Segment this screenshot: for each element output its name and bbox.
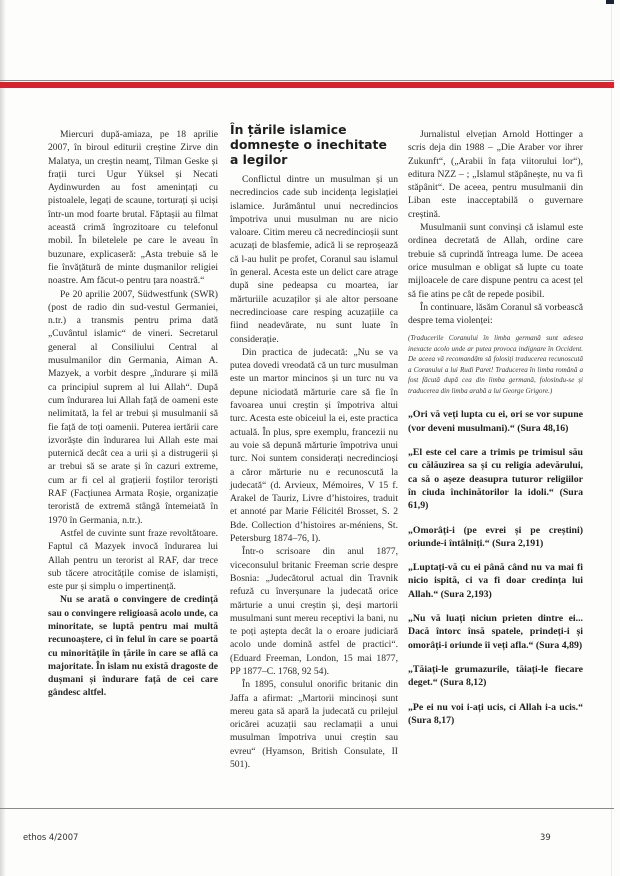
paragraph: Conflictul dintre un musulman și un necredincios cade sub incidența legislației islamice. Jurământul unui necredincios împotriva unui musulman nu are nicio valoare. Citim mereu că necredincioșii sunt acuzați de blasfemie, adică li se reproșează că l-au hulit pe profet, Coranul sau islamul în general. Acesta este un delict care atrage după sine pedeapsa cu moartea, iar mărturiile acuzaților și ale altor persoane necredincioase care resping acuzațiile ca fiind neadevărate, nu sunt luate în considerație. — [230, 174, 398, 345]
footer-rule — [0, 808, 614, 809]
section-heading: În țările islamice domnește o inechitate a legilor — [230, 122, 387, 167]
registration-mark — [606, 0, 614, 4]
paragraph: Jurnalistul elvețian Arnold Hottinger a scris deja din 1988 – „Die Araber vor ihrer Zukunft“, („Arabii în fața viitorului lor“), editura NZZ – ; „Islamul stăpânește, nu va fi stăpânit“. De aceea, pentru musulmanii din Liban este inacceptabilă o guvernare creștină. — [408, 129, 583, 220]
paragraph: În continuare, lăsăm Coranul să vorbească despre tema violenței: — [408, 301, 583, 327]
paragraph: Astfel de cuvinte sunt fraze revoltătoare. Faptul că Mazyek invocă îndurarea lui Allah pentru un terorist al RAF, dar trece sub tăcere atrocitățile comise de islamiști, este pur și simplu o impertinență. — [48, 527, 218, 593]
page-edge — [611, 0, 612, 876]
paragraph: În 1895, consulul onorific britanic din Jaffa a afirmat: „Martorii mincinoși sunt mereu gata să apară la judecată cu prilejul oricărei acuzații sau reclamații a unui musulman împotriva unui creștin sau evreu“ (Hyamson, British Consulate, II 501). — [230, 679, 398, 771]
article-column-3 — [408, 128, 583, 738]
paragraph: Din practica de judecată: „Nu se va putea dovedi vreodată că un turc musulman este un martor mincinos și un turc nu va depune niciodată mărturie care să fie în favoarea unui creștin și împotriva altui turc. Acesta este obiceiul la ei, este practica actuală. În plus, spre exemplu, francezii nu au voie să depună mărturie împotriva unui turc. Noi suntem considerați necredincioși a căror mărturie nu e recunoscută la judecată“ (d. Arvieux, Mémoires, V 15 f. Arakel de Tauriz, Livre d’histoires, traduit et annoté par Marie Félicitél Brosset, S. 2 Bde. Collection d’histoires ar-méniens, St. Petersburg 1874–76, I). — [230, 346, 398, 545]
quran-quote: „Omorâți-i (pe evrei și pe creștini) oriunde-i întâlniți.“ (Sura 2,191) — [408, 524, 583, 549]
page-gutter-shadow — [0, 0, 6, 876]
bold-paragraph: Nu se arată o convingere de credință sau o convingere religioasă acolo unde, ca minoritate, se luptă pentru mai multă recunoaștere, ci în felul în care se poartă cu minoritățile în țările în care se află ca majoritate. În islam nu există dragoste de dușmani și îndurare față de cei care gândesc altfel. — [48, 594, 218, 699]
paragraph: Într-o scrisoare din anul 1877, viceconsulul britanic Freeman scrie despre Bosnia: „Judecătorul actual din Travnik refuză cu înverșunare la judecată orice mărturie a unui creștin și, deși martorii musulmani sunt mereu receptivi la bani, nu te poți aștepta decât la o eroare judiciară acolo unde domină astfel de practici“. (Eduard Freeman, London, 15 mai 1877, PP 1877–C. 1768, 92 54). — [230, 546, 398, 677]
page-number: 39 — [540, 832, 551, 842]
header-rule-red — [0, 82, 614, 88]
quran-quote: „El este cel care a trimis pe trimisul său cu călăuzirea sa și cu religia adevărului, ca să o așeze deasupra tuturor religiilor în ciuda închinătorilor la idoli.“ (Sura 61,9) — [408, 447, 583, 512]
paragraph: Miercuri după-amiaza, pe 18 aprilie 2007, în biroul editurii creștine Zirve din Malatya, un creștin neamț, Tilman Geske și frații turci Ugur Yüksel și Necati Aydinwurden au fost amenințați cu pistoalele, legați de scaune, torturați și uciși într-un mod foarte brutal. Făptașii au filmat această crimă îngrozitoare cu telefonul mobil. În biletelele pe care le aveau în buzunare, explicaseră: „Asta trebuie să le fie învățătură de minte dușmanilor religiei noastre. Am făcut-o pentru țara noastră.“ — [48, 129, 218, 287]
article-column-2 — [230, 122, 398, 771]
publication-label: ethos 4/2007 — [23, 832, 79, 842]
translation-note: (Traducerile Coranului în limba germană sunt adesea inexacte acolo unde ar putea provoca indignare în Occident. De aceea vă recomandăm să folosiți traducerea recunoscută a Coranului a lui Rudi Paret! Traducerea în limba română a fost făcută după cea din limba germană, folosindu-se și traducerea din limba arabă a lui George Grigore.) — [408, 334, 583, 395]
quran-quote: „Ori vă veți lupta cu ei, ori se vor supune (vor deveni musulmani).“ (Sura 48,16) — [408, 409, 583, 434]
paragraph: Musulmanii sunt convinși că islamul este ordinea decretată de Allah, ordine care trebuie să cuprindă întreaga lume. De aceea orice musulman e obligat să lupte cu toate mijloacele de care dispune pentru ca acest țel să fie atins pe cât de repede posibil. — [408, 222, 583, 300]
quran-quote: „Pe ei nu voi i-ați ucis, ci Allah i-a ucis.“ (Sura 8,17) — [408, 701, 583, 726]
quran-quote: „Luptați-vă cu ei până când nu va mai fi nicio ispită, ci va fi doar credința lui Allah.“ (Sura 2,193) — [408, 562, 583, 600]
quran-quote: „Nu vă luați niciun prieten dintre ei... Dacă întorc însă spatele, prindeți-i și omorâți-i oriunde îi veți afla.“ (Sura 4,89) — [408, 613, 583, 651]
quran-quote: „Tăiați-le grumazurile, tăiați-le fiecare deget.“ (Sura 8,12) — [408, 663, 583, 689]
header-rule-thin — [0, 80, 614, 81]
article-column-1 — [48, 128, 218, 700]
paragraph: Pe 20 aprilie 2007, Südwestfunk (SWR) (post de radio din sud-vestul Germaniei, n.tr.) a transmis pentru prima dată „Cuvântul islamic“ de vineri. Secretarul general al Consiliului Central al musulmanilor din Germania, Aiman A. Mazyek, a vorbit despre „îndurare și milă ca principiul suprem al lui Allah“. După cum îndurarea lui Allah față de oameni este nelimitată, la fel ar trebui și musulmanii să fie față de toți oamenii. Puterea iertării care izvorăște din îndurarea lui Allah este mai puternică decât cea a urii și a distrugerii și ar trebui să se arate și în cazuri extreme, cum ar fi cel al grațierii foștilor teroriști RAF (Facțiunea Armata Roșie, organizație teroristă de extremă stângă întemeiată în 1970 în Germania, n.tr.). — [48, 288, 218, 526]
